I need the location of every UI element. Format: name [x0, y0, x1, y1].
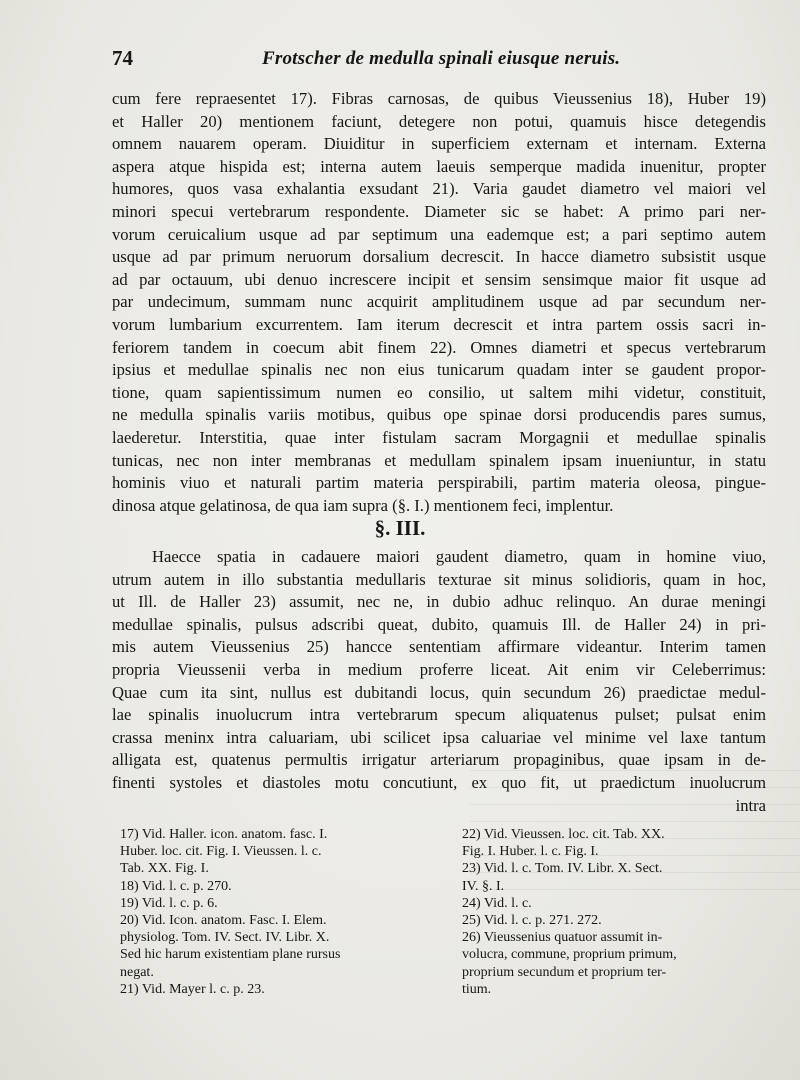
footnotes-left-column — [120, 826, 450, 998]
text-line: vorum ceruicalium usque ad par septimum una eademque est; a pari septimo autem — [112, 224, 766, 244]
paragraph-top — [112, 88, 766, 517]
footnote-line: negat. — [120, 964, 154, 980]
text-line: usque ad par primum neruorum dorsalium decrescit. In hacce diametro subsistit usque — [112, 247, 766, 267]
section-heading: §. III. — [374, 516, 426, 540]
text-line: dinosa atque gelatinosa, de qua iam supra (§. I.) mentionem feci, implentur. — [112, 495, 614, 515]
running-header — [112, 46, 712, 76]
footnote-line: 21) Vid. Mayer l. c. p. 23. — [120, 981, 265, 997]
footnote-line: 20) Vid. Icon. anatom. Fasc. I. Elem. — [120, 913, 327, 929]
text-line: crassa meninx intra caluariam, ubi scilicet ipsa caluariae vel minime vel laxe tantum — [112, 727, 766, 747]
footnote-line: 17) Vid. Haller. icon. anatom. fasc. I. — [120, 827, 328, 842]
text-line: hominis viuo et naturali partim materia perspirabili, partim materia oleosa, pingue- — [112, 473, 766, 493]
text-line: humores, quos vasa exhalantia exsudant 21). Varia gaudet diametro vel maiori vel — [112, 179, 766, 199]
text-line: ipsius et medullae spinalis nec non eius tunicarum quadam inter se gaudent propor- — [112, 360, 766, 380]
footnote-line: Huber. loc. cit. Fig. I. Vieussen. l. c. — [120, 844, 322, 860]
footnote-line: volucra, commune, proprium primum, — [462, 947, 677, 963]
footnote-line: 26) Vieussenius quatuor assumit in- — [462, 930, 663, 946]
footnote-line: physiolog. Tom. IV. Sect. IV. Libr. X. — [120, 930, 330, 946]
text-line: medullae spinalis, pulsus adscribi queat, dubito, quamuis Ill. de Haller 24) in pri- — [112, 614, 766, 634]
footnote-line: 22) Vid. Vieussen. loc. cit. Tab. XX. — [462, 827, 665, 842]
text-line: tunicas, nec non inter membranas et medullam spinalem ipsam inueniuntur, in statu — [112, 450, 766, 470]
running-title: Frotscher de medulla spinali eiusque neruis. — [262, 48, 621, 69]
footnote-line: 24) Vid. l. c. — [462, 895, 532, 911]
text-line: tione, quam sapientissimum numen eo consilio, ut saltem mihi videtur, constituit, — [112, 382, 766, 402]
text-line: vorum lumbarium excurrentem. Iam iterum decrescit et intra partem ossis sacri in- — [112, 314, 766, 334]
text-line: mis autem Vieussenius 25) hancce sententiam affirmare videantur. Interim tamen — [112, 637, 766, 657]
text-line: Haecce spatia in cadauere maiori gaudent diametro, quam in homine viuo, — [152, 547, 766, 566]
text-line: ut Ill. de Haller 23) assumit, nec ne, in dubio adhuc relinquo. An durae meningi — [112, 592, 766, 612]
paragraph-bottom — [112, 546, 766, 817]
text-line: et Haller 20) mentionem faciunt, detegere non potui, quamuis hisce detegendis — [112, 111, 766, 131]
footnote-line: tium. — [462, 981, 492, 997]
text-line: aspera atque hispida est; interna autem laeuis semperque madida inuenitur, propter — [112, 156, 766, 176]
text-line: cum fere repraesentet 17). Fibras carnosas, de quibus Vieussenius 18), Huber 19) — [112, 89, 766, 108]
text-line: omnem nauarem operam. Diuiditur in superficiem externam et internam. Externa — [112, 134, 766, 154]
page-number: 74 — [112, 46, 133, 70]
footnote-line: 23) Vid. l. c. Tom. IV. Libr. X. Sect. — [462, 861, 663, 877]
text-line: par undecimum, summam nunc acquirit amplitudinem usque ad par secundum ner- — [112, 292, 766, 312]
footnote-line: 25) Vid. l. c. p. 271. 272. — [462, 913, 602, 929]
footnote-line: Tab. XX. Fig. I. — [120, 861, 209, 877]
text-line: finenti systoles et diastoles motu concutiunt, ex quo fit, ut praedictum inuolucrum — [112, 772, 766, 792]
footnote-line: 19) Vid. l. c. p. 6. — [120, 895, 218, 911]
text-line: lae spinalis inuolucrum intra vertebrarum specum aliquatenus pulset; pulsat enim — [112, 705, 766, 725]
text-line: alligata est, quatenus permultis irrigatur arteriarum propaginibus, quae ipsam in de- — [112, 750, 766, 770]
text-line: utrum autem in illo substantia medullaris texturae sit minus solidioris, quam in hoc, — [112, 569, 766, 589]
text-line: intra — [735, 795, 766, 815]
text-line: propria Vieussenii verba in medium proferre liceat. Ait enim vir Celeberrimus: — [112, 659, 766, 679]
text-line: Quae cum ita sint, nullus est dubitandi locus, quin secundum 26) praedictae medul- — [112, 682, 766, 702]
footnote-line: 18) Vid. l. c. p. 270. — [120, 878, 232, 894]
text-line: laederetur. Interstitia, quae inter fistulam sacram Morgagnii et medullae spinalis — [112, 427, 766, 447]
text-line: feriorem tandem in coecum abit finem 22). Omnes diametri et specus vertebrarum — [112, 337, 766, 357]
footnote-line: proprium secundum et proprium ter- — [462, 964, 667, 980]
footnote-line: Sed hic harum existentiam plane rursus — [120, 947, 341, 963]
text-line: minori specui vertebrarum respondente. Diameter sic se habet: A primo pari ner- — [112, 201, 766, 221]
text-line: ne medulla spinalis variis motibus, quibus ope spinae dorsi producendis pares sumus, — [112, 405, 766, 425]
footnote-line: IV. §. I. — [462, 878, 505, 894]
footnote-line: Fig. I. Huber. l. c. Fig. I. — [462, 844, 599, 860]
text-line: ad par octauum, ubi denuo increscere incipit et sensim sensimque maior fit usque ad — [112, 269, 766, 289]
footnotes-right-column — [462, 826, 780, 998]
